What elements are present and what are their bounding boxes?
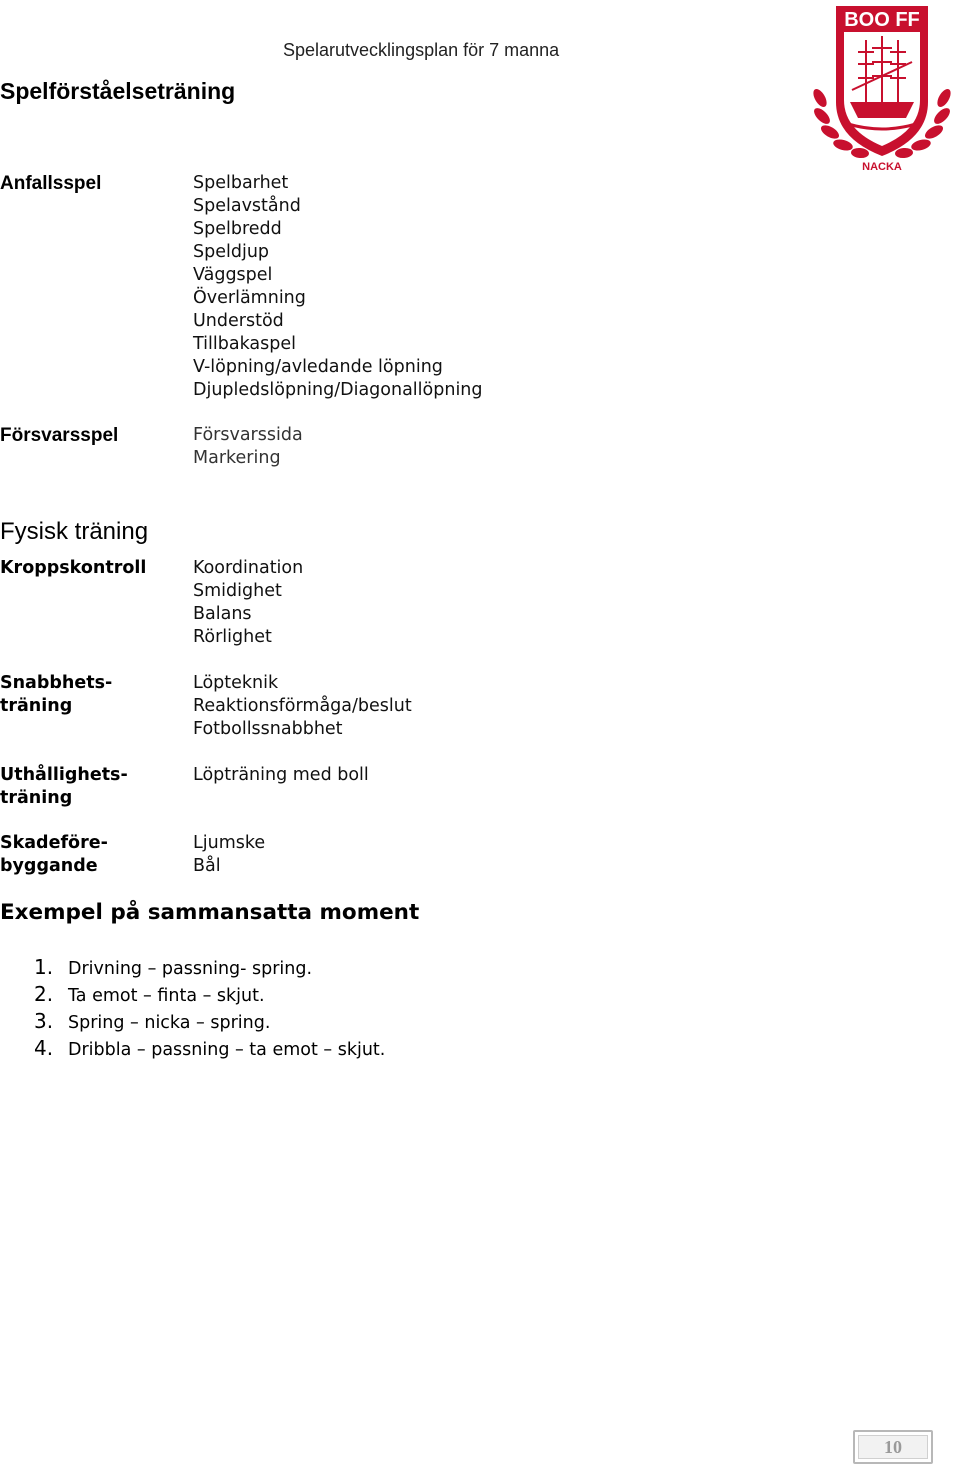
section-title-examples: Exempel på sammansatta moment xyxy=(0,900,420,925)
list-item: Spelavstånd xyxy=(193,196,301,216)
list-item: Djupledslöpning/Diagonallöpning xyxy=(193,380,483,400)
list-item: Speldjup xyxy=(193,242,270,262)
category-items-attack xyxy=(193,172,483,402)
list-number: 2. xyxy=(34,982,54,1006)
list-item: Understöd xyxy=(193,311,284,331)
list-item: Löpträning med boll xyxy=(193,765,369,785)
list-item: Löpteknik xyxy=(193,673,279,693)
section-title-physical: Fysisk träning xyxy=(0,518,149,545)
list-text: Ta emot – finta – skjut. xyxy=(68,986,265,1006)
category-label-attack: Anfallsspel xyxy=(0,173,102,194)
list-text: Spring – nicka – spring. xyxy=(68,1013,271,1033)
list-item: Fotbollssnabbhet xyxy=(193,719,343,739)
list-item: Tillbakaspel xyxy=(193,334,296,354)
list-item xyxy=(34,1036,385,1063)
list-item: Spelbredd xyxy=(193,219,282,239)
list-item xyxy=(34,982,385,1009)
list-number: 4. xyxy=(34,1036,54,1060)
list-item: Spelbarhet xyxy=(193,173,289,193)
club-logo xyxy=(808,2,956,174)
logo-text-bottom: NACKA xyxy=(862,161,902,173)
list-number: 3. xyxy=(34,1009,54,1033)
list-item xyxy=(34,1009,385,1036)
list-item: Rörlighet xyxy=(193,627,272,647)
list-number: 1. xyxy=(34,955,54,979)
list-item: Bål xyxy=(193,856,221,876)
category-items-speed xyxy=(193,672,412,741)
category-label-speed: Snabbhets- träning xyxy=(0,673,113,716)
list-item: Väggspel xyxy=(193,265,273,285)
page-number: 10 xyxy=(853,1430,933,1464)
list-item: V-löpning/avledande löpning xyxy=(193,357,443,377)
document-header-title: Spelarutvecklingsplan för 7 manna xyxy=(283,40,560,60)
category-items-endurance xyxy=(193,764,369,787)
category-label-body-control: Kroppskontroll xyxy=(0,558,147,578)
list-item: Reaktionsförmåga/beslut xyxy=(193,696,412,716)
category-items-injury-prevention xyxy=(193,832,265,878)
list-text: Drivning – passning- spring. xyxy=(68,959,313,979)
list-item: Ljumske xyxy=(193,833,266,853)
list-text: Dribbla – passning – ta emot – skjut. xyxy=(68,1040,386,1060)
logo-text-top: BOO FF xyxy=(844,9,920,31)
list-item xyxy=(34,955,385,982)
list-item: Överlämning xyxy=(193,288,306,308)
list-item: Koordination xyxy=(193,558,304,578)
list-item: Balans xyxy=(193,604,252,624)
examples-list xyxy=(34,955,385,1063)
list-item: Markering xyxy=(193,448,281,468)
list-item: Smidighet xyxy=(193,581,282,601)
list-item: Försvarssida xyxy=(193,425,303,445)
category-items-defense xyxy=(193,424,303,470)
section-title-game: Spelförståelseträning xyxy=(0,78,236,104)
category-label-injury-prevention: Skadeföre- byggande xyxy=(0,833,108,876)
category-label-defense: Försvarsspel xyxy=(0,425,119,446)
category-items-body-control xyxy=(193,557,303,649)
category-label-endurance: Uthållighets- träning xyxy=(0,765,128,808)
